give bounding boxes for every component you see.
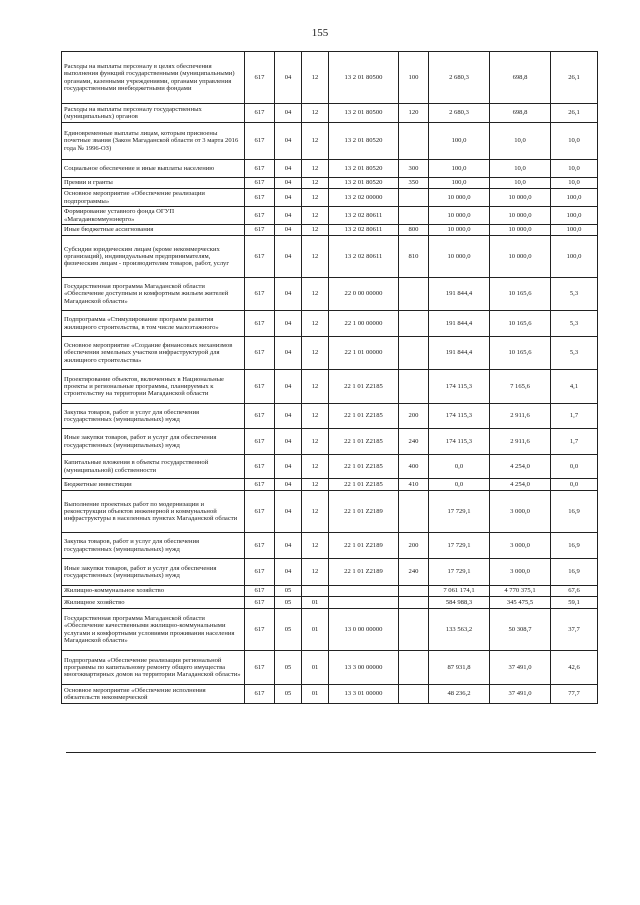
cell-approved-amount: 10 000,0 <box>429 236 490 278</box>
cell-target-article: 22 1 01 Z2185 <box>329 370 399 404</box>
cell-name: Основное мероприятие «Обеспечение реализации подпрограммы» <box>62 189 245 207</box>
cell-section: 04 <box>275 491 302 533</box>
cell-percent: 0,0 <box>551 455 598 479</box>
cell-name: Формирование уставного фонда ОГУП «Магаданкоммунэнерго» <box>62 207 245 225</box>
cell-subsection: 01 <box>302 597 329 609</box>
cell-subsection: 12 <box>302 404 329 429</box>
budget-table <box>61 51 598 704</box>
cell-executed-amount: 2 911,6 <box>490 429 551 455</box>
cell-executed-amount: 10 000,0 <box>490 207 551 225</box>
cell-expense-type <box>399 311 429 337</box>
cell-percent: 67,6 <box>551 586 598 597</box>
cell-name: Подпрограмма «Стимулирование программ развития жилищного строительства, в том числе малоэтажного» <box>62 311 245 337</box>
cell-subsection: 12 <box>302 278 329 311</box>
cell-ministry-code: 617 <box>245 189 275 207</box>
cell-target-article: 22 1 00 00000 <box>329 311 399 337</box>
cell-section: 04 <box>275 52 302 104</box>
cell-ministry-code: 617 <box>245 178 275 189</box>
cell-name: Государственная программа Магаданской области «Обеспечение качественными жилищно-коммунальными услугами и комфортными условиями проживания населения Магаданской области» <box>62 609 245 651</box>
cell-target-article: 13 3 00 00000 <box>329 651 399 685</box>
cell-subsection: 12 <box>302 225 329 236</box>
cell-section: 04 <box>275 429 302 455</box>
cell-expense-type <box>399 123 429 160</box>
cell-target-article: 13 2 02 80611 <box>329 207 399 225</box>
table-row <box>62 455 598 479</box>
cell-approved-amount: 133 563,2 <box>429 609 490 651</box>
cell-section: 04 <box>275 479 302 491</box>
cell-subsection: 12 <box>302 178 329 189</box>
cell-expense-type <box>399 491 429 533</box>
cell-approved-amount: 100,0 <box>429 123 490 160</box>
cell-subsection: 12 <box>302 479 329 491</box>
cell-percent: 26,1 <box>551 52 598 104</box>
cell-executed-amount: 4 770 375,1 <box>490 586 551 597</box>
cell-target-article: 22 1 01 Z2189 <box>329 559 399 586</box>
cell-ministry-code: 617 <box>245 104 275 123</box>
cell-target-article <box>329 586 399 597</box>
cell-target-article: 22 1 01 Z2185 <box>329 429 399 455</box>
cell-name: Бюджетные инвестиции <box>62 479 245 491</box>
cell-ministry-code: 617 <box>245 479 275 491</box>
table-row <box>62 278 598 311</box>
footer-divider <box>66 752 596 753</box>
cell-expense-type: 240 <box>399 429 429 455</box>
cell-name: Основное мероприятие «Создание финансовых механизмов обеспечения земельных участков инфраструктурой для жилищного строительства» <box>62 337 245 370</box>
table-row <box>62 123 598 160</box>
cell-approved-amount: 2 680,3 <box>429 104 490 123</box>
cell-subsection: 12 <box>302 491 329 533</box>
cell-name: Закупка товаров, работ и услуг для обеспечения государственных (муниципальных) нужд <box>62 533 245 559</box>
table-row <box>62 586 598 597</box>
cell-executed-amount: 345 475,5 <box>490 597 551 609</box>
cell-subsection: 12 <box>302 533 329 559</box>
cell-subsection: 01 <box>302 651 329 685</box>
table-row <box>62 104 598 123</box>
cell-section: 04 <box>275 455 302 479</box>
cell-approved-amount: 191 844,4 <box>429 278 490 311</box>
cell-subsection: 12 <box>302 160 329 178</box>
cell-name: Субсидии юридическим лицам (кроме некоммерческих организаций), индивидуальным предпринимателям, физическим лицам - производителям товаров, работ, услуг <box>62 236 245 278</box>
table-body <box>62 52 598 704</box>
cell-executed-amount: 4 254,0 <box>490 455 551 479</box>
table-row <box>62 225 598 236</box>
cell-approved-amount: 17 729,1 <box>429 533 490 559</box>
table-row <box>62 533 598 559</box>
cell-expense-type <box>399 597 429 609</box>
cell-section: 04 <box>275 207 302 225</box>
table-row <box>62 370 598 404</box>
cell-percent: 5,3 <box>551 311 598 337</box>
cell-ministry-code: 617 <box>245 278 275 311</box>
cell-approved-amount: 174 115,3 <box>429 429 490 455</box>
cell-ministry-code: 617 <box>245 207 275 225</box>
cell-section: 04 <box>275 311 302 337</box>
cell-approved-amount: 174 115,3 <box>429 370 490 404</box>
cell-expense-type: 350 <box>399 178 429 189</box>
cell-ministry-code: 617 <box>245 685 275 704</box>
cell-expense-type: 400 <box>399 455 429 479</box>
cell-name: Иные бюджетные ассигнования <box>62 225 245 236</box>
cell-ministry-code: 617 <box>245 609 275 651</box>
cell-section: 05 <box>275 597 302 609</box>
cell-subsection: 12 <box>302 207 329 225</box>
cell-percent: 5,3 <box>551 337 598 370</box>
cell-executed-amount: 50 308,7 <box>490 609 551 651</box>
cell-approved-amount: 87 931,8 <box>429 651 490 685</box>
cell-executed-amount: 10 165,6 <box>490 311 551 337</box>
cell-target-article: 13 2 01 80520 <box>329 160 399 178</box>
cell-expense-type <box>399 207 429 225</box>
table-row <box>62 491 598 533</box>
table-row <box>62 236 598 278</box>
cell-expense-type: 100 <box>399 52 429 104</box>
cell-approved-amount: 2 680,3 <box>429 52 490 104</box>
cell-section: 05 <box>275 651 302 685</box>
cell-ministry-code: 617 <box>245 123 275 160</box>
table-row <box>62 429 598 455</box>
cell-approved-amount: 10 000,0 <box>429 225 490 236</box>
cell-target-article: 22 1 01 Z2189 <box>329 533 399 559</box>
cell-section: 04 <box>275 337 302 370</box>
cell-target-article: 13 2 01 80500 <box>329 52 399 104</box>
table-row <box>62 178 598 189</box>
cell-name: Премии и гранты <box>62 178 245 189</box>
cell-executed-amount: 698,8 <box>490 104 551 123</box>
cell-executed-amount: 3 000,0 <box>490 491 551 533</box>
cell-name: Капитальные вложения в объекты государственной (муниципальной) собственности <box>62 455 245 479</box>
cell-percent: 1,7 <box>551 404 598 429</box>
cell-subsection: 12 <box>302 559 329 586</box>
cell-expense-type: 800 <box>399 225 429 236</box>
cell-approved-amount: 100,0 <box>429 160 490 178</box>
table-row <box>62 52 598 104</box>
cell-approved-amount: 174 115,3 <box>429 404 490 429</box>
cell-expense-type: 200 <box>399 404 429 429</box>
cell-target-article: 22 1 01 Z2189 <box>329 491 399 533</box>
cell-target-article: 22 0 00 00000 <box>329 278 399 311</box>
cell-approved-amount: 584 988,3 <box>429 597 490 609</box>
cell-expense-type: 120 <box>399 104 429 123</box>
cell-target-article: 13 2 01 80500 <box>329 104 399 123</box>
cell-ministry-code: 617 <box>245 337 275 370</box>
table-row <box>62 189 598 207</box>
cell-target-article: 13 3 01 00000 <box>329 685 399 704</box>
cell-name: Иные закупки товаров, работ и услуг для обеспечения государственных (муниципальных) нужд <box>62 429 245 455</box>
cell-approved-amount: 0,0 <box>429 479 490 491</box>
cell-target-article: 22 1 01 Z2185 <box>329 455 399 479</box>
cell-approved-amount: 191 844,4 <box>429 311 490 337</box>
cell-percent: 5,3 <box>551 278 598 311</box>
cell-percent: 10,0 <box>551 123 598 160</box>
table-row <box>62 479 598 491</box>
cell-percent: 100,0 <box>551 225 598 236</box>
cell-section: 04 <box>275 370 302 404</box>
cell-ministry-code: 617 <box>245 236 275 278</box>
cell-name: Выполнение проектных работ по модернизации и реконструкции объектов инженерной и коммунальной инфраструктуры в населенных пунктах Магаданской области <box>62 491 245 533</box>
cell-name: Жилищное хозяйство <box>62 597 245 609</box>
cell-section: 04 <box>275 404 302 429</box>
cell-section: 04 <box>275 559 302 586</box>
cell-ministry-code: 617 <box>245 160 275 178</box>
cell-executed-amount: 10 000,0 <box>490 236 551 278</box>
cell-ministry-code: 617 <box>245 370 275 404</box>
cell-name: Проектирование объектов, включенных в Национальные проекты и региональные программы, планируемых к строительству на территории Магаданской области <box>62 370 245 404</box>
cell-percent: 10,0 <box>551 160 598 178</box>
cell-percent: 100,0 <box>551 189 598 207</box>
cell-approved-amount: 17 729,1 <box>429 491 490 533</box>
cell-name: Расходы на выплаты персоналу в целях обеспечения выполнения функций государственными (муниципальными) органами, казенными учреждениями, органами управления государственными внебюджетными фондами <box>62 52 245 104</box>
page-number: 155 <box>311 27 329 39</box>
cell-percent: 77,7 <box>551 685 598 704</box>
cell-target-article: 13 2 02 00000 <box>329 189 399 207</box>
cell-section: 05 <box>275 685 302 704</box>
cell-executed-amount: 37 491,0 <box>490 651 551 685</box>
cell-name: Подпрограмма «Обеспечение реализации региональной программы по капитальному ремонту общего имущества многоквартирных домов на территории Магаданской области» <box>62 651 245 685</box>
table-row <box>62 207 598 225</box>
cell-expense-type: 300 <box>399 160 429 178</box>
cell-percent: 42,6 <box>551 651 598 685</box>
cell-subsection: 12 <box>302 370 329 404</box>
table-row <box>62 597 598 609</box>
table-row <box>62 685 598 704</box>
cell-subsection: 12 <box>302 337 329 370</box>
cell-name: Расходы на выплаты персоналу государственных (муниципальных) органов <box>62 104 245 123</box>
cell-section: 04 <box>275 236 302 278</box>
cell-subsection <box>302 586 329 597</box>
table-row <box>62 404 598 429</box>
cell-executed-amount: 10 000,0 <box>490 189 551 207</box>
cell-name: Закупка товаров, работ и услуг для обеспечения государственных (муниципальных) нужд <box>62 404 245 429</box>
cell-subsection: 01 <box>302 685 329 704</box>
cell-subsection: 12 <box>302 455 329 479</box>
cell-name: Единовременные выплаты лицам, которым присвоены почетные звания (Закон Магаданской области от 3 марта 2016 года № 1996-ОЗ) <box>62 123 245 160</box>
cell-ministry-code: 617 <box>245 225 275 236</box>
cell-percent: 0,0 <box>551 479 598 491</box>
cell-subsection: 12 <box>302 123 329 160</box>
cell-expense-type <box>399 651 429 685</box>
cell-name: Социальное обеспечение и иные выплаты населению <box>62 160 245 178</box>
cell-section: 04 <box>275 178 302 189</box>
cell-section: 04 <box>275 160 302 178</box>
cell-executed-amount: 2 911,6 <box>490 404 551 429</box>
cell-ministry-code: 617 <box>245 559 275 586</box>
table-row <box>62 651 598 685</box>
cell-percent: 26,1 <box>551 104 598 123</box>
cell-executed-amount: 10,0 <box>490 160 551 178</box>
cell-executed-amount: 7 165,6 <box>490 370 551 404</box>
table-row <box>62 337 598 370</box>
cell-target-article: 13 2 02 80611 <box>329 236 399 278</box>
cell-percent: 4,1 <box>551 370 598 404</box>
cell-section: 04 <box>275 533 302 559</box>
cell-ministry-code: 617 <box>245 52 275 104</box>
cell-target-article: 13 2 01 80520 <box>329 123 399 160</box>
cell-percent: 1,7 <box>551 429 598 455</box>
cell-expense-type <box>399 278 429 311</box>
cell-approved-amount: 10 000,0 <box>429 207 490 225</box>
cell-section: 05 <box>275 609 302 651</box>
cell-approved-amount: 10 000,0 <box>429 189 490 207</box>
cell-target-article: 13 2 01 80520 <box>329 178 399 189</box>
cell-section: 04 <box>275 225 302 236</box>
cell-section: 05 <box>275 586 302 597</box>
cell-executed-amount: 10,0 <box>490 178 551 189</box>
cell-subsection: 12 <box>302 104 329 123</box>
cell-expense-type <box>399 685 429 704</box>
cell-target-article: 13 2 02 80611 <box>329 225 399 236</box>
cell-target-article <box>329 597 399 609</box>
cell-ministry-code: 617 <box>245 533 275 559</box>
cell-percent: 16,9 <box>551 533 598 559</box>
cell-ministry-code: 617 <box>245 311 275 337</box>
cell-section: 04 <box>275 104 302 123</box>
cell-expense-type: 810 <box>399 236 429 278</box>
cell-ministry-code: 617 <box>245 404 275 429</box>
cell-executed-amount: 698,8 <box>490 52 551 104</box>
cell-expense-type <box>399 586 429 597</box>
cell-percent: 10,0 <box>551 178 598 189</box>
cell-executed-amount: 4 254,0 <box>490 479 551 491</box>
cell-executed-amount: 3 000,0 <box>490 559 551 586</box>
cell-expense-type <box>399 189 429 207</box>
cell-percent: 100,0 <box>551 236 598 278</box>
cell-ministry-code: 617 <box>245 586 275 597</box>
cell-percent: 37,7 <box>551 609 598 651</box>
cell-executed-amount: 10 165,6 <box>490 337 551 370</box>
cell-name: Государственная программа Магаданской области «Обеспечение доступным и комфортным жильем жителей Магаданской области» <box>62 278 245 311</box>
cell-subsection: 12 <box>302 189 329 207</box>
cell-subsection: 12 <box>302 311 329 337</box>
cell-name: Основное мероприятие «Обеспечение исполнения обязательств некоммерческой <box>62 685 245 704</box>
cell-ministry-code: 617 <box>245 597 275 609</box>
cell-percent: 16,9 <box>551 491 598 533</box>
cell-section: 04 <box>275 123 302 160</box>
cell-expense-type: 410 <box>399 479 429 491</box>
cell-approved-amount: 191 844,4 <box>429 337 490 370</box>
cell-subsection: 12 <box>302 429 329 455</box>
cell-expense-type: 200 <box>399 533 429 559</box>
cell-ministry-code: 617 <box>245 491 275 533</box>
cell-executed-amount: 10 000,0 <box>490 225 551 236</box>
cell-approved-amount: 100,0 <box>429 178 490 189</box>
cell-executed-amount: 3 000,0 <box>490 533 551 559</box>
cell-name: Жилищно-коммунальное хозяйство <box>62 586 245 597</box>
table-row <box>62 559 598 586</box>
cell-percent: 59,1 <box>551 597 598 609</box>
cell-name: Иные закупки товаров, работ и услуг для обеспечения государственных (муниципальных) нужд <box>62 559 245 586</box>
cell-subsection: 12 <box>302 52 329 104</box>
table-row <box>62 609 598 651</box>
cell-percent: 16,9 <box>551 559 598 586</box>
cell-executed-amount: 10 165,6 <box>490 278 551 311</box>
cell-executed-amount: 37 491,0 <box>490 685 551 704</box>
cell-approved-amount: 48 236,2 <box>429 685 490 704</box>
cell-target-article: 13 0 00 00000 <box>329 609 399 651</box>
cell-expense-type <box>399 609 429 651</box>
cell-executed-amount: 10,0 <box>490 123 551 160</box>
cell-section: 04 <box>275 189 302 207</box>
cell-ministry-code: 617 <box>245 455 275 479</box>
cell-section: 04 <box>275 278 302 311</box>
cell-target-article: 22 1 01 Z2185 <box>329 404 399 429</box>
cell-expense-type: 240 <box>399 559 429 586</box>
table-row <box>62 160 598 178</box>
table-row <box>62 311 598 337</box>
cell-target-article: 22 1 01 00000 <box>329 337 399 370</box>
cell-approved-amount: 0,0 <box>429 455 490 479</box>
cell-subsection: 12 <box>302 236 329 278</box>
cell-approved-amount: 17 729,1 <box>429 559 490 586</box>
cell-expense-type <box>399 337 429 370</box>
cell-ministry-code: 617 <box>245 429 275 455</box>
cell-expense-type <box>399 370 429 404</box>
cell-percent: 100,0 <box>551 207 598 225</box>
cell-approved-amount: 7 061 174,1 <box>429 586 490 597</box>
cell-target-article: 22 1 01 Z2185 <box>329 479 399 491</box>
cell-ministry-code: 617 <box>245 651 275 685</box>
cell-subsection: 01 <box>302 609 329 651</box>
